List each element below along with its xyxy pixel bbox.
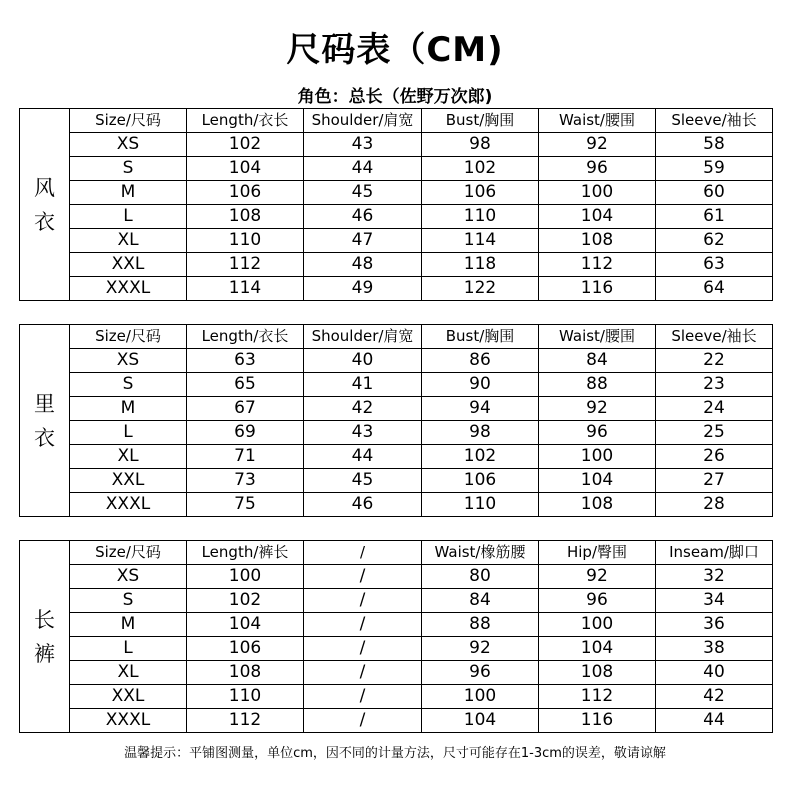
category-label	[20, 325, 70, 517]
measure-cell: /	[304, 589, 422, 613]
category-char: 衣	[34, 425, 55, 450]
measure-cell: 106	[422, 181, 539, 205]
measurement-note: 温馨提示：平铺图测量，单位cm，因不同的计量方法，尺寸可能存在1-3cm的误差，敬请谅解	[124, 746, 666, 761]
measure-cell: 102	[187, 133, 304, 157]
table-row	[20, 565, 773, 589]
measure-cell: 92	[539, 565, 656, 589]
table-row	[20, 469, 773, 493]
measure-cell: 100	[539, 445, 656, 469]
measure-cell: 47	[304, 229, 422, 253]
size-cell: XXXL	[70, 709, 187, 733]
category-char: 风	[34, 175, 55, 200]
measure-cell: 61	[656, 205, 773, 229]
table-row	[20, 661, 773, 685]
measure-cell: 110	[422, 205, 539, 229]
measure-cell: 84	[539, 349, 656, 373]
table-row	[20, 205, 773, 229]
measure-cell: 42	[304, 397, 422, 421]
table-row	[20, 133, 773, 157]
measure-cell: 34	[656, 589, 773, 613]
measure-cell: 36	[656, 613, 773, 637]
table-row	[20, 277, 773, 301]
measure-cell: 69	[187, 421, 304, 445]
measure-cell: 24	[656, 397, 773, 421]
measure-cell: /	[304, 613, 422, 637]
measure-cell: 63	[187, 349, 304, 373]
size-cell: L	[70, 421, 187, 445]
table-row	[20, 709, 773, 733]
measure-cell: 45	[304, 469, 422, 493]
measure-cell: 26	[656, 445, 773, 469]
measure-cell: 86	[422, 349, 539, 373]
measure-cell: 108	[539, 661, 656, 685]
measure-cell: 102	[422, 157, 539, 181]
measure-cell: 71	[187, 445, 304, 469]
measure-cell: 102	[187, 589, 304, 613]
size-cell: M	[70, 397, 187, 421]
measure-cell: 100	[539, 181, 656, 205]
column-header: Size/尺码	[70, 109, 187, 133]
measure-cell: 104	[539, 637, 656, 661]
measure-cell: 41	[304, 373, 422, 397]
shirt-size-table	[19, 324, 773, 517]
measure-cell: 84	[422, 589, 539, 613]
measure-cell: 40	[304, 349, 422, 373]
measure-cell: 32	[656, 565, 773, 589]
measure-cell: 100	[187, 565, 304, 589]
table-row	[20, 349, 773, 373]
table-row	[20, 445, 773, 469]
measure-cell: 46	[304, 493, 422, 517]
measure-cell: 88	[539, 373, 656, 397]
column-header: Bust/胸围	[422, 325, 539, 349]
measure-cell: 96	[539, 589, 656, 613]
measure-cell: 22	[656, 349, 773, 373]
measure-cell: /	[304, 709, 422, 733]
measure-cell: 23	[656, 373, 773, 397]
measure-cell: 96	[539, 157, 656, 181]
table-row	[20, 229, 773, 253]
table-row	[20, 685, 773, 709]
category-label	[20, 541, 70, 733]
measure-cell: 114	[187, 277, 304, 301]
measure-cell: 98	[422, 421, 539, 445]
measure-cell: 46	[304, 205, 422, 229]
column-header: Length/衣长	[187, 325, 304, 349]
measure-cell: 42	[656, 685, 773, 709]
size-cell: M	[70, 613, 187, 637]
size-cell: XXXL	[70, 277, 187, 301]
column-header: Bust/胸围	[422, 109, 539, 133]
table-row	[20, 397, 773, 421]
column-header: Sleeve/袖长	[656, 109, 773, 133]
header-row	[20, 325, 773, 349]
coat-size-table	[19, 108, 773, 301]
measure-cell: 104	[187, 613, 304, 637]
measure-cell: 108	[539, 493, 656, 517]
measure-cell: 110	[187, 229, 304, 253]
measure-cell: 104	[422, 709, 539, 733]
measure-cell: 25	[656, 421, 773, 445]
measure-cell: 28	[656, 493, 773, 517]
size-cell: XS	[70, 349, 187, 373]
size-cell: XL	[70, 661, 187, 685]
measure-cell: 110	[187, 685, 304, 709]
measure-cell: 92	[422, 637, 539, 661]
size-cell: L	[70, 637, 187, 661]
measure-cell: 40	[656, 661, 773, 685]
table-row	[20, 637, 773, 661]
table-row	[20, 613, 773, 637]
column-header: Length/衣长	[187, 109, 304, 133]
measure-cell: 110	[422, 493, 539, 517]
measure-cell: 118	[422, 253, 539, 277]
measure-cell: 92	[539, 397, 656, 421]
measure-cell: 58	[656, 133, 773, 157]
column-header: Waist/腰围	[539, 325, 656, 349]
measure-cell: 90	[422, 373, 539, 397]
measure-cell: 27	[656, 469, 773, 493]
measure-cell: 100	[422, 685, 539, 709]
measure-cell: 104	[539, 205, 656, 229]
measure-cell: 116	[539, 277, 656, 301]
table-row	[20, 181, 773, 205]
table-row	[20, 421, 773, 445]
measure-cell: 59	[656, 157, 773, 181]
measure-cell: 116	[539, 709, 656, 733]
table-row	[20, 373, 773, 397]
size-cell: M	[70, 181, 187, 205]
measure-cell: 112	[539, 685, 656, 709]
column-header: Size/尺码	[70, 325, 187, 349]
measure-cell: 43	[304, 421, 422, 445]
column-header: Waist/腰围	[539, 109, 656, 133]
measure-cell: 108	[539, 229, 656, 253]
table-row	[20, 253, 773, 277]
measure-cell: 104	[539, 469, 656, 493]
category-char: 里	[34, 391, 55, 416]
size-cell: S	[70, 157, 187, 181]
measure-cell: 45	[304, 181, 422, 205]
measure-cell: 112	[187, 709, 304, 733]
measure-cell: 67	[187, 397, 304, 421]
measure-cell: 114	[422, 229, 539, 253]
column-header: Length/裤长	[187, 541, 304, 565]
table-row	[20, 493, 773, 517]
measure-cell: /	[304, 661, 422, 685]
measure-cell: /	[304, 637, 422, 661]
measure-cell: 96	[539, 421, 656, 445]
measure-cell: 43	[304, 133, 422, 157]
measure-cell: 94	[422, 397, 539, 421]
column-header: Size/尺码	[70, 541, 187, 565]
column-header: Sleeve/袖长	[656, 325, 773, 349]
measure-cell: 60	[656, 181, 773, 205]
category-char: 长	[34, 607, 55, 632]
measure-cell: 65	[187, 373, 304, 397]
size-cell: L	[70, 205, 187, 229]
column-header: Waist/橡筋腰	[422, 541, 539, 565]
measure-cell: 80	[422, 565, 539, 589]
measure-cell: 106	[187, 637, 304, 661]
header-row	[20, 109, 773, 133]
table-row	[20, 589, 773, 613]
measure-cell: 38	[656, 637, 773, 661]
size-cell: S	[70, 373, 187, 397]
column-header: Hip/臀围	[539, 541, 656, 565]
size-cell: XS	[70, 565, 187, 589]
category-label	[20, 109, 70, 301]
measure-cell: 64	[656, 277, 773, 301]
size-cell: XS	[70, 133, 187, 157]
column-header: Shoulder/肩宽	[304, 109, 422, 133]
measure-cell: 102	[422, 445, 539, 469]
measure-cell: 62	[656, 229, 773, 253]
pants-size-table	[19, 540, 773, 733]
measure-cell: 88	[422, 613, 539, 637]
column-header: Inseam/脚口	[656, 541, 773, 565]
character-subtitle: 角色：总长（佐野万次郎)	[297, 87, 493, 107]
size-cell: XXXL	[70, 493, 187, 517]
measure-cell: 48	[304, 253, 422, 277]
measure-cell: 106	[187, 181, 304, 205]
column-header: Shoulder/肩宽	[304, 325, 422, 349]
measure-cell: 44	[656, 709, 773, 733]
measure-cell: 49	[304, 277, 422, 301]
measure-cell: 100	[539, 613, 656, 637]
page-title: 尺码表（CM)	[286, 30, 504, 70]
measure-cell: /	[304, 685, 422, 709]
header-row	[20, 541, 773, 565]
measure-cell: 63	[656, 253, 773, 277]
measure-cell: 108	[187, 661, 304, 685]
measure-cell: 104	[187, 157, 304, 181]
measure-cell: 106	[422, 469, 539, 493]
measure-cell: /	[304, 565, 422, 589]
size-cell: XXL	[70, 685, 187, 709]
column-header: /	[304, 541, 422, 565]
measure-cell: 112	[187, 253, 304, 277]
size-cell: XXL	[70, 253, 187, 277]
measure-cell: 44	[304, 445, 422, 469]
measure-cell: 44	[304, 157, 422, 181]
measure-cell: 75	[187, 493, 304, 517]
measure-cell: 122	[422, 277, 539, 301]
measure-cell: 112	[539, 253, 656, 277]
measure-cell: 92	[539, 133, 656, 157]
size-cell: XL	[70, 445, 187, 469]
measure-cell: 98	[422, 133, 539, 157]
measure-cell: 96	[422, 661, 539, 685]
size-cell: S	[70, 589, 187, 613]
category-char: 衣	[34, 209, 55, 234]
measure-cell: 108	[187, 205, 304, 229]
category-char: 裤	[34, 641, 55, 666]
size-cell: XXL	[70, 469, 187, 493]
size-cell: XL	[70, 229, 187, 253]
table-row	[20, 157, 773, 181]
measure-cell: 73	[187, 469, 304, 493]
